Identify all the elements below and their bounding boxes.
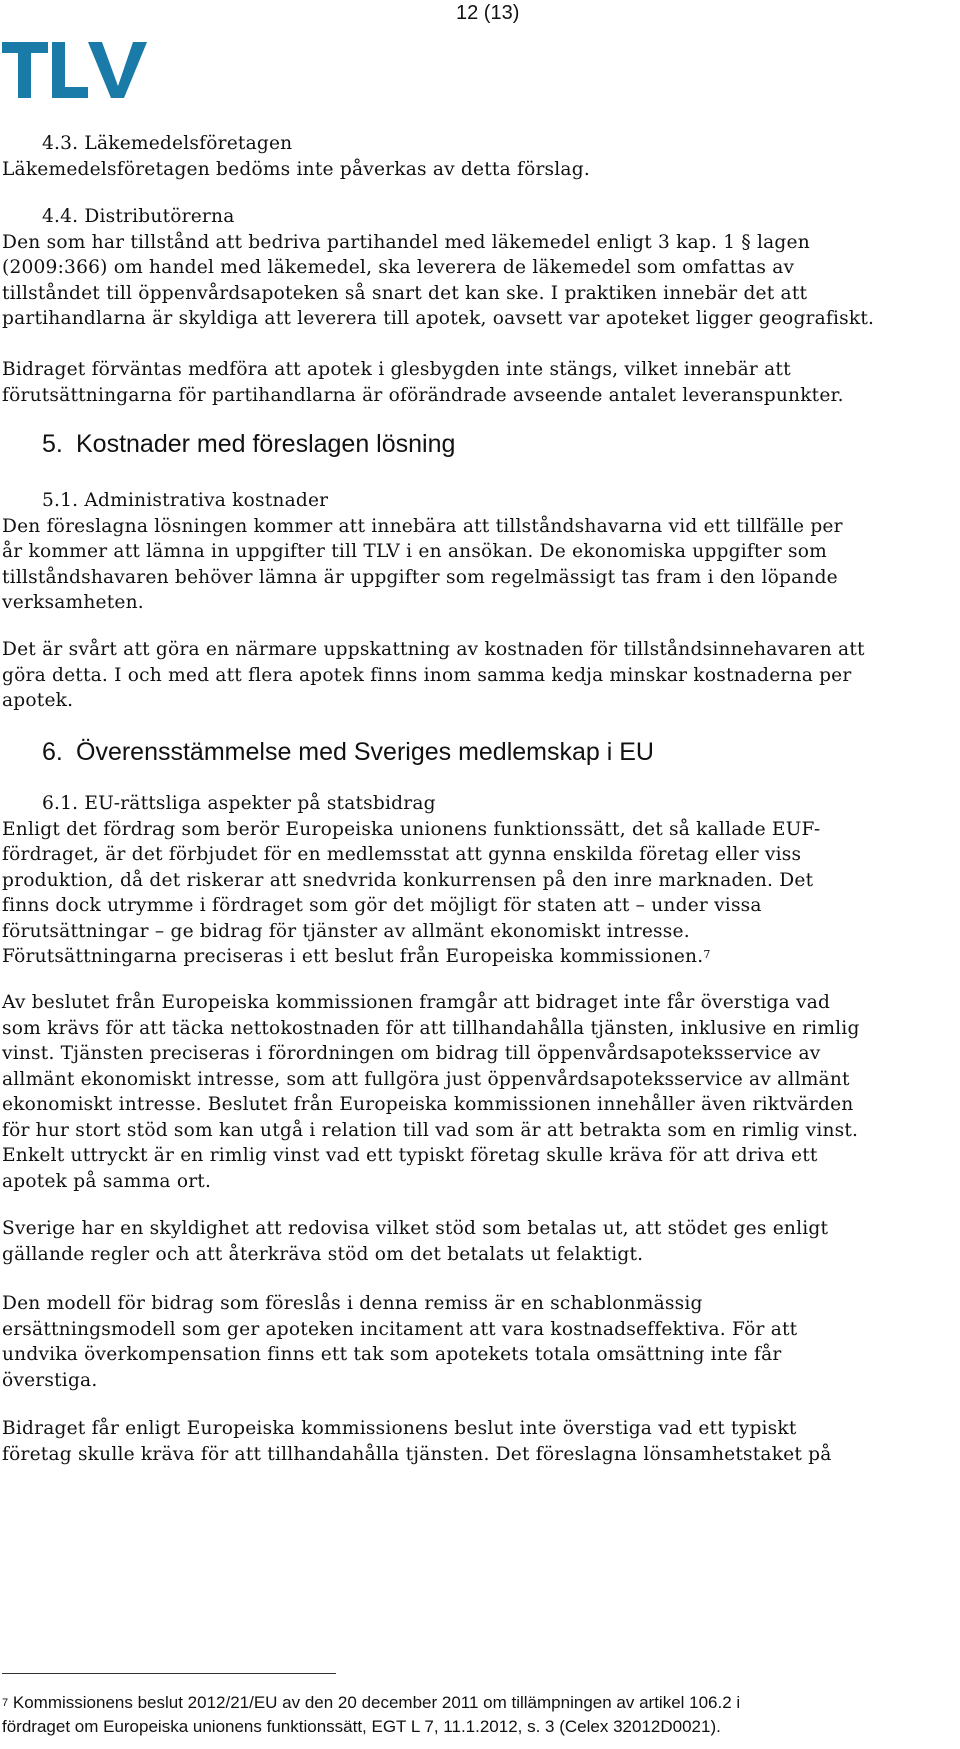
chapter-title: Överensstämmelse med Sveriges medlemskap i EU: [76, 738, 654, 766]
paragraph-line: tillståndet till öppenvårdsapoteken så snart det kan ske. I praktiken innebär det att: [2, 282, 808, 304]
paragraph-line: Enkelt uttryckt är en rimlig vinst vad ett typiskt företag skulle kräva för att driva ett: [2, 1145, 818, 1166]
chapter-heading: [42, 430, 455, 459]
paragraph-line: överstiga.: [2, 1369, 98, 1391]
footnote-separator: [2, 1673, 336, 1674]
paragraph-line: år kommer att lämna in uppgifter till TLV i en ansökan. De ekonomiska uppgifter som: [2, 541, 827, 562]
section-4-3: [2, 131, 952, 182]
paragraph-line: för hur stort stöd som kan utgå i relation till vad som är att betrakta som en rimlig vinst.: [2, 1119, 859, 1141]
paragraph: [2, 1291, 952, 1393]
paragraph-line: företag skulle kräva för att tillhandahålla tjänsten. Det föreslagna lönsamhetstaket på: [2, 1443, 832, 1465]
paragraph-line: finns dock utrymme i fördraget som gör det möjligt för staten att – under vissa: [2, 895, 762, 916]
section-4-4: [2, 204, 952, 332]
paragraph-line: (2009:366) om handel med läkemedel, ska leverera de läkemedel som omfattas av: [2, 257, 795, 278]
footnote-reference[interactable]: 7: [703, 948, 711, 961]
paragraph: [2, 637, 952, 714]
paragraph-line: apotek på samma ort.: [2, 1170, 212, 1192]
page-number: 12 (13): [456, 2, 520, 24]
chapter-number: 5.: [42, 430, 63, 458]
section-6-1: [2, 791, 952, 970]
paragraph: [2, 230, 952, 332]
paragraph-line: Sverige har en skyldighet att redovisa vilket stöd som betalas ut, att stödet ges enligt: [2, 1218, 829, 1239]
section-heading: 4.3. Läkemedelsföretagen: [42, 133, 293, 154]
footnote: [2, 1691, 957, 1739]
paragraph-line: vinst. Tjänsten preciseras i förordningen om bidrag till öppenvårdsapoteksservice av: [2, 1043, 821, 1064]
paragraph-line: Av beslutet från Europeiska kommissionen framgår att bidraget inte får överstiga vad: [2, 992, 831, 1013]
paragraph-text: Förutsättningarna preciseras i ett beslut från Europeiska kommissionen.: [2, 946, 704, 967]
paragraph-line: Den föreslagna lösningen kommer att innebära att tillståndshavarna vid ett tillfälle per: [2, 515, 843, 537]
section-heading: 6.1. EU-rättsliga aspekter på statsbidrag: [42, 793, 436, 814]
paragraph-line: partihandlarna är skyldiga att leverera till apotek, oavsett var apoteket ligger geografiskt.: [2, 308, 875, 329]
chapter-title: Kostnader med föreslagen lösning: [76, 430, 456, 458]
paragraph-line: förutsättningarna för partihandlarna är oförändrade avseende antalet leveranspunkter.: [2, 384, 844, 406]
footnote-number: 7: [2, 1697, 9, 1709]
footnote-text: Kommissionens beslut 2012/21/EU av den 20 december 2011 om tillämpningen av artikel 106.2 i: [12, 1693, 741, 1712]
paragraph-line: göra detta. I och med att flera apotek finns inom samma kedja minskar kostnaderna per: [2, 664, 852, 686]
paragraph-line: allmänt ekonomiskt intresse, som att fullgöra just öppenvårdsapoteksservice av allmänt: [2, 1068, 850, 1090]
paragraph-line: Enligt det fördrag som berör Europeiska unionens funktionssätt, det så kallade EUF-: [2, 818, 821, 840]
paragraph: [2, 1216, 952, 1267]
chapter-number: 6.: [42, 738, 63, 766]
paragraph-line: gällande regler och att återkräva stöd om det betalats ut felaktigt.: [2, 1243, 644, 1265]
section-5-1: [2, 488, 952, 616]
paragraph-line: förutsättningar – ge bidrag för tjänster av allmänt ekonomiskt intresse.: [2, 920, 690, 942]
section-heading: 4.4. Distributörerna: [42, 206, 235, 227]
paragraph-line: fördraget, är det förbjudet för en medlemsstat att gynna enskilda företag eller viss: [2, 844, 802, 865]
paragraph-line: Bidraget förväntas medföra att apotek i glesbygden inte stängs, vilket innebär att: [2, 359, 791, 380]
tlv-logo: [2, 40, 148, 106]
paragraph-line: Bidraget får enligt Europeiska kommissionens beslut inte överstiga vad ett typiskt: [2, 1418, 797, 1439]
paragraph: [2, 1416, 952, 1467]
paragraph-line: [2, 944, 952, 970]
paragraph-line: som krävs för att täcka nettokostnaden för att tillhandahålla tjänsten, inklusive en rimlig: [2, 1017, 860, 1039]
paragraph-line: Den som har tillstånd att bedriva partihandel med läkemedel enligt 3 kap. 1 § lagen: [2, 231, 810, 253]
footnote-line: fördraget om Europeiska unionens funktionssätt, EGT L 7, 11.1.2012, s. 3 (Celex 32012D0021).: [2, 1717, 721, 1736]
paragraph-line: produktion, då det riskerar att snedvrida konkurrensen på den inre marknaden. Det: [2, 869, 814, 891]
footnote-line: [2, 1691, 957, 1715]
paragraph-line: Läkemedelsföretagen bedöms inte påverkas av detta förslag.: [2, 158, 590, 180]
chapter-heading: [42, 738, 654, 767]
paragraph-line: ekonomiskt intresse. Beslutet från Europeiska kommissionen innehåller även riktvärden: [2, 1094, 854, 1115]
section-heading: 5.1. Administrativa kostnader: [42, 490, 329, 511]
paragraph-line: Det är svårt att göra en närmare uppskattning av kostnaden för tillståndsinnehavaren att: [2, 639, 865, 660]
paragraph-line: verksamheten.: [2, 592, 144, 613]
paragraph-line: ersättningsmodell som ger apoteken incitament att vara kostnadseffektiva. För att: [2, 1318, 798, 1340]
paragraph-line: tillståndshavaren behöver lämna är uppgifter som regelmässigt tas fram i den löpande: [2, 566, 838, 588]
paragraph-line: apotek.: [2, 690, 74, 711]
paragraph: [2, 990, 952, 1194]
paragraph-line: undvika överkompensation finns ett tak som apotekets totala omsättning inte får: [2, 1344, 782, 1365]
paragraph: [2, 357, 952, 408]
paragraph-line: Den modell för bidrag som föreslås i denna remiss är en schablonmässig: [2, 1293, 703, 1314]
